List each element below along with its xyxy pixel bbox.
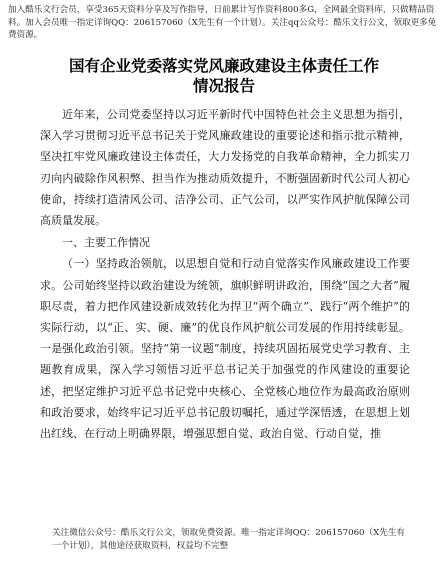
title-line-1: 国有企业党委落实党风廉政建设主体责任工作 [68,56,379,75]
header-promo-note: 加入酷乐文行会员，享受365天资料分享及写作指导，日前累计写作资料800多G，全网最全资料库，只做精品资料。加入会员唯一指定详询QQ：206157060（X先生有一个计划）。关注qq公众号：酷乐文行公文，领取更多免费资源。 [8,5,437,40]
section-paragraph: （一）坚持政治领航，以思想自觉和行动自觉落实作风廉政建设工作要求。公司始终坚持以政治建设为统领，旗帜鲜明讲政治，围绕“国之大者”履职尽责，着力把作风建设新成效转化为捍卫“两个确立”、践行“两个维护”的实际行动，以“正、实、硬、廉”的优良作风护航公司发展的作用持续彰显。一是强化政治引领。坚持“第一议题”制度，持续巩固拓展党史学习教育、主题教育成果，深入学习领悟习近平总书记关于加强党的作风建设的重要论述，把坚定维护习近平总书记党中央核心、全党核心地位作为最高政治原则和政治要求，始终牢记习近平总书记殷切嘱托，通过学深悟透，在思想上划出红线、在行动上明确界限，增强思想自觉、政治自觉、行动自觉，推 [40,257,410,441]
document-title [48,56,400,96]
title-line-2: 情况报告 [192,76,255,95]
footer-promo-note: 关注微信公众号：酷乐文行公文，领取免费资源。唯一指定详询QQ：206157060（X先生有一个计划），其他途径获取资料，权益均不完整 [52,528,406,551]
section-heading: 一、主要工作情况 [62,236,150,250]
intro-paragraph: 近年来，公司党委坚持以习近平新时代中国特色社会主义思想为指引，深入学习贯彻习近平总书记关于党风廉政建设的重要论述和指示批示精神，坚决扛牢党风廉政建设主体责任，大力发扬党的自我革命精神，全力抓实刀刃向内破除作风积弊、担当作为推动质效提升，不断强固新时代公司人初心使命，持续打造清风公司、洁净公司、正气公司，以严实作风护航保障公司高质量发展。 [40,108,410,228]
document-body [40,104,410,444]
